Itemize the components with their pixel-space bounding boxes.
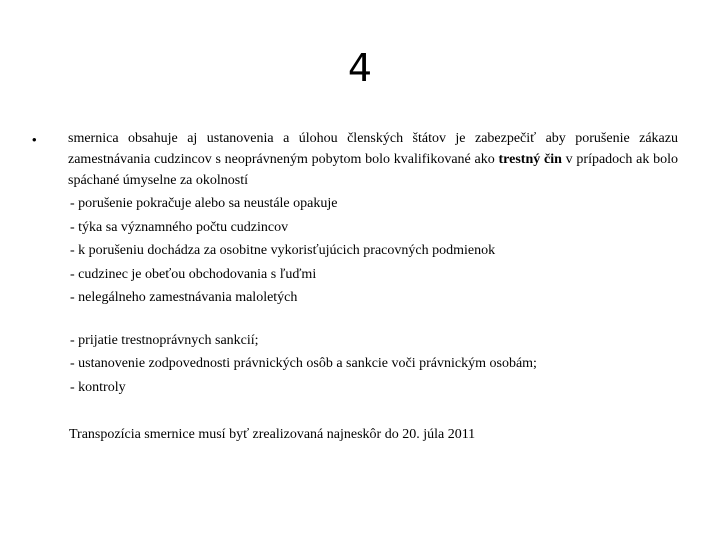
list-item: - ustanovenie zodpovednosti právnických osôb a sankcie voči právnickým osobám; [70,356,537,371]
list-item: - prijatie trestnoprávnych sankcií; [70,332,259,348]
paragraph-text-start: smernica obsahuje aj ustanovenia a úlohou členských štátov je zabezpečiť aby porušenie zákazu zamestnávania cudzincov s neoprávneným pobytom bolo kvalifikované ako [68,131,678,167]
list-item: - nelegálneho zamestnávania maloletých [70,290,298,305]
list-item: - kontroly [70,379,126,395]
emphasis-criminal-offence: trestný čin [498,152,562,167]
slide-content [32,128,678,447]
transposition-deadline: Transpozícia smernice musí byť zrealizovaná najneskôr do 20. júla 2011 [69,427,476,442]
slide-title: 4 [347,46,373,90]
bullet-item [32,128,678,191]
measures-list [32,329,678,400]
list-item: - týka sa významného počtu cudzincov [70,219,289,235]
list-item: - porušenie pokračuje alebo sa neustále opakuje [70,196,338,211]
paragraph-text-end: v prípadoch ak bolo spáchané úmyselne za okolností [68,152,679,188]
list-item: - cudzinec je obeťou obchodovania s ľuďmi [70,266,317,282]
circumstances-list [32,192,678,310]
main-paragraph [68,128,678,191]
list-item: - k porušeniu dochádza za osobitne vykorisťujúcich pracovných podmienok [70,243,496,258]
bullet-icon: • [32,132,37,147]
